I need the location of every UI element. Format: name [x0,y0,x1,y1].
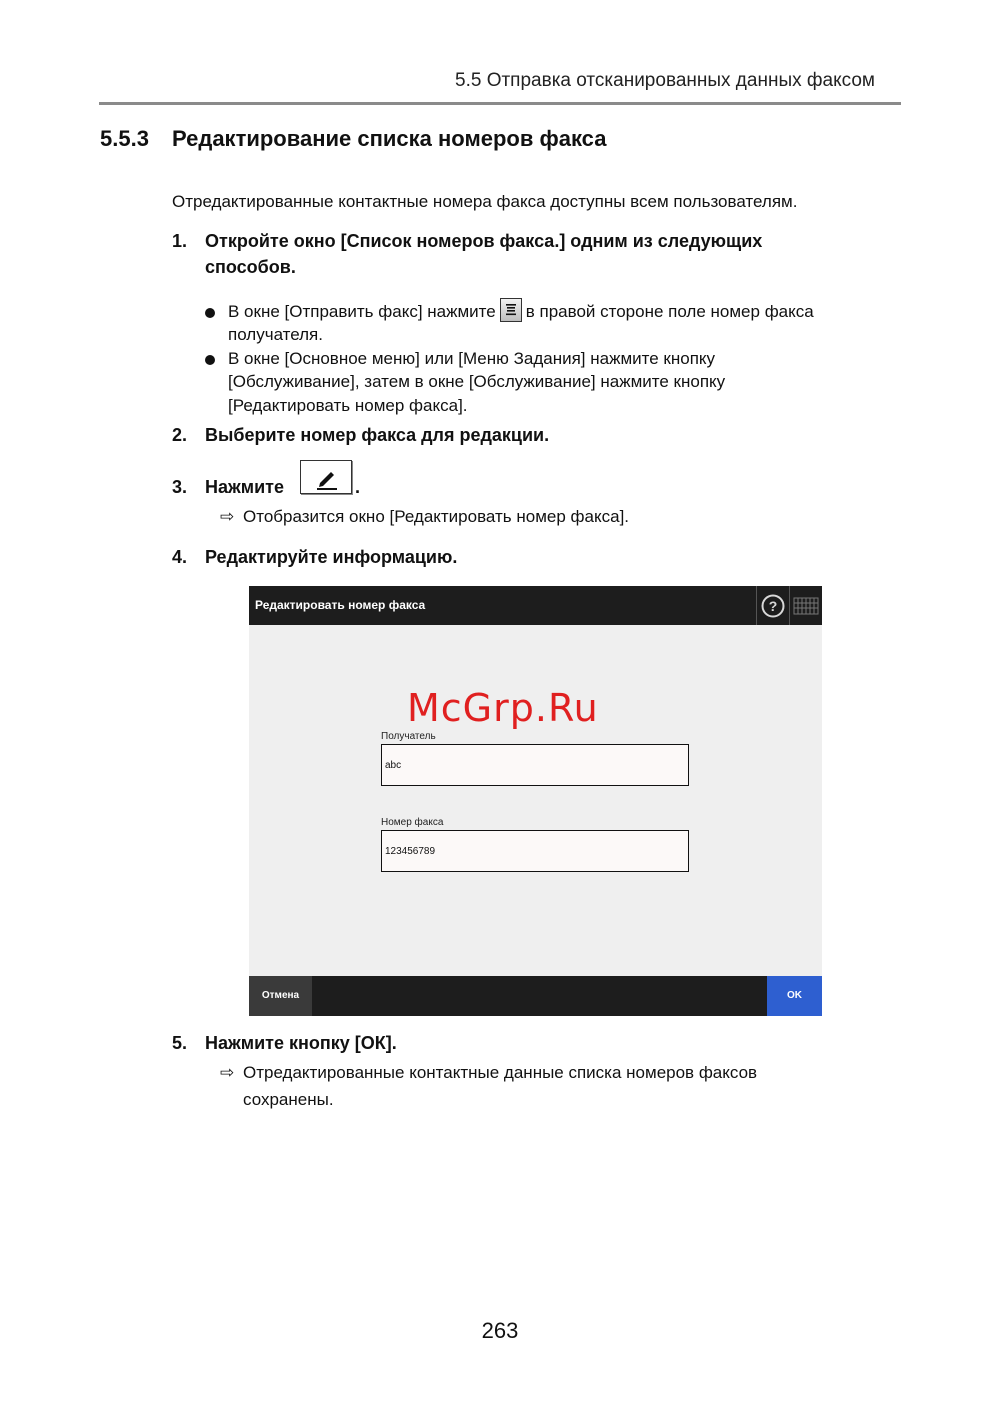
step-number: 3. [172,477,188,497]
step-text-period: . [355,477,361,497]
screen-title-bar [249,586,822,625]
help-icon[interactable] [761,594,785,618]
bullet-text: получателя. [228,325,323,344]
bullet-dot [205,355,215,365]
cancel-button[interactable]: Отмена [249,976,312,1016]
edit-fax-number-screen [249,586,822,1016]
step-number: 2. [172,425,188,445]
ok-button[interactable]: OK [767,976,822,1016]
address-book-icon [500,298,522,322]
pencil-icon [301,461,353,495]
result-arrow-icon: ⇨ [220,507,235,526]
bullet-dot [205,308,215,318]
recipient-field[interactable] [381,744,689,786]
keyboard-icon[interactable] [793,596,819,616]
step-text: Откройте окно [Список номеров факса.] одним из следующих [205,231,763,251]
result-text: Отредактированные контактные данные списка номеров факсов [243,1063,758,1082]
result-text: сохранены. [243,1090,334,1109]
section-title [100,126,606,152]
svg-text:?: ? [768,598,778,614]
fax-number-value: 123456789 [385,846,436,857]
recipient-value: abc [385,760,402,771]
section-number: 5.5.3 [100,126,149,151]
step-text: Редактируйте информацию. [205,547,458,567]
screen-footer [249,976,822,1016]
bullet-text: В окне [Основное меню] или [Меню Задания] нажмите кнопку [228,349,716,368]
result-text: Отобразится окно [Редактировать номер факса]. [243,507,630,526]
step-number: 1. [172,231,188,251]
bullet-text: В окне [Отправить факс] нажмите [228,302,496,321]
page-number: 263 [481,1318,519,1343]
header-rule [99,102,901,105]
bullet-text: [Обслуживание], затем в окне [Обслуживание] нажмите кнопку [228,372,726,391]
bullet-text: [Редактировать номер факса]. [228,396,468,415]
step-text: способов. [205,257,296,277]
step-text: Выберите номер факса для редакции. [205,425,550,445]
step-number: 5. [172,1033,188,1053]
step-text: Нажмите кнопку [ОК]. [205,1033,397,1053]
fax-number-field[interactable] [381,830,689,872]
watermark: McGrp.Ru [407,686,599,730]
edit-button-illustration [300,460,352,494]
fax-number-label: Номер факса [381,817,444,828]
screen-title: Редактировать номер факса [255,598,426,612]
section-title-text: Редактирование списка номеров факса [172,126,607,151]
bullet-text: в правой стороне поле номер факса [525,302,814,321]
intro-paragraph: Отредактированные контактные номера факса доступны всем пользователям. [172,192,798,211]
step-number: 4. [172,547,188,567]
running-head: 5.5 Отправка отсканированных данных факсом [455,70,875,91]
result-arrow-icon: ⇨ [220,1063,235,1082]
recipient-label: Получатель [381,731,436,742]
step-text: Нажмите [205,477,284,497]
